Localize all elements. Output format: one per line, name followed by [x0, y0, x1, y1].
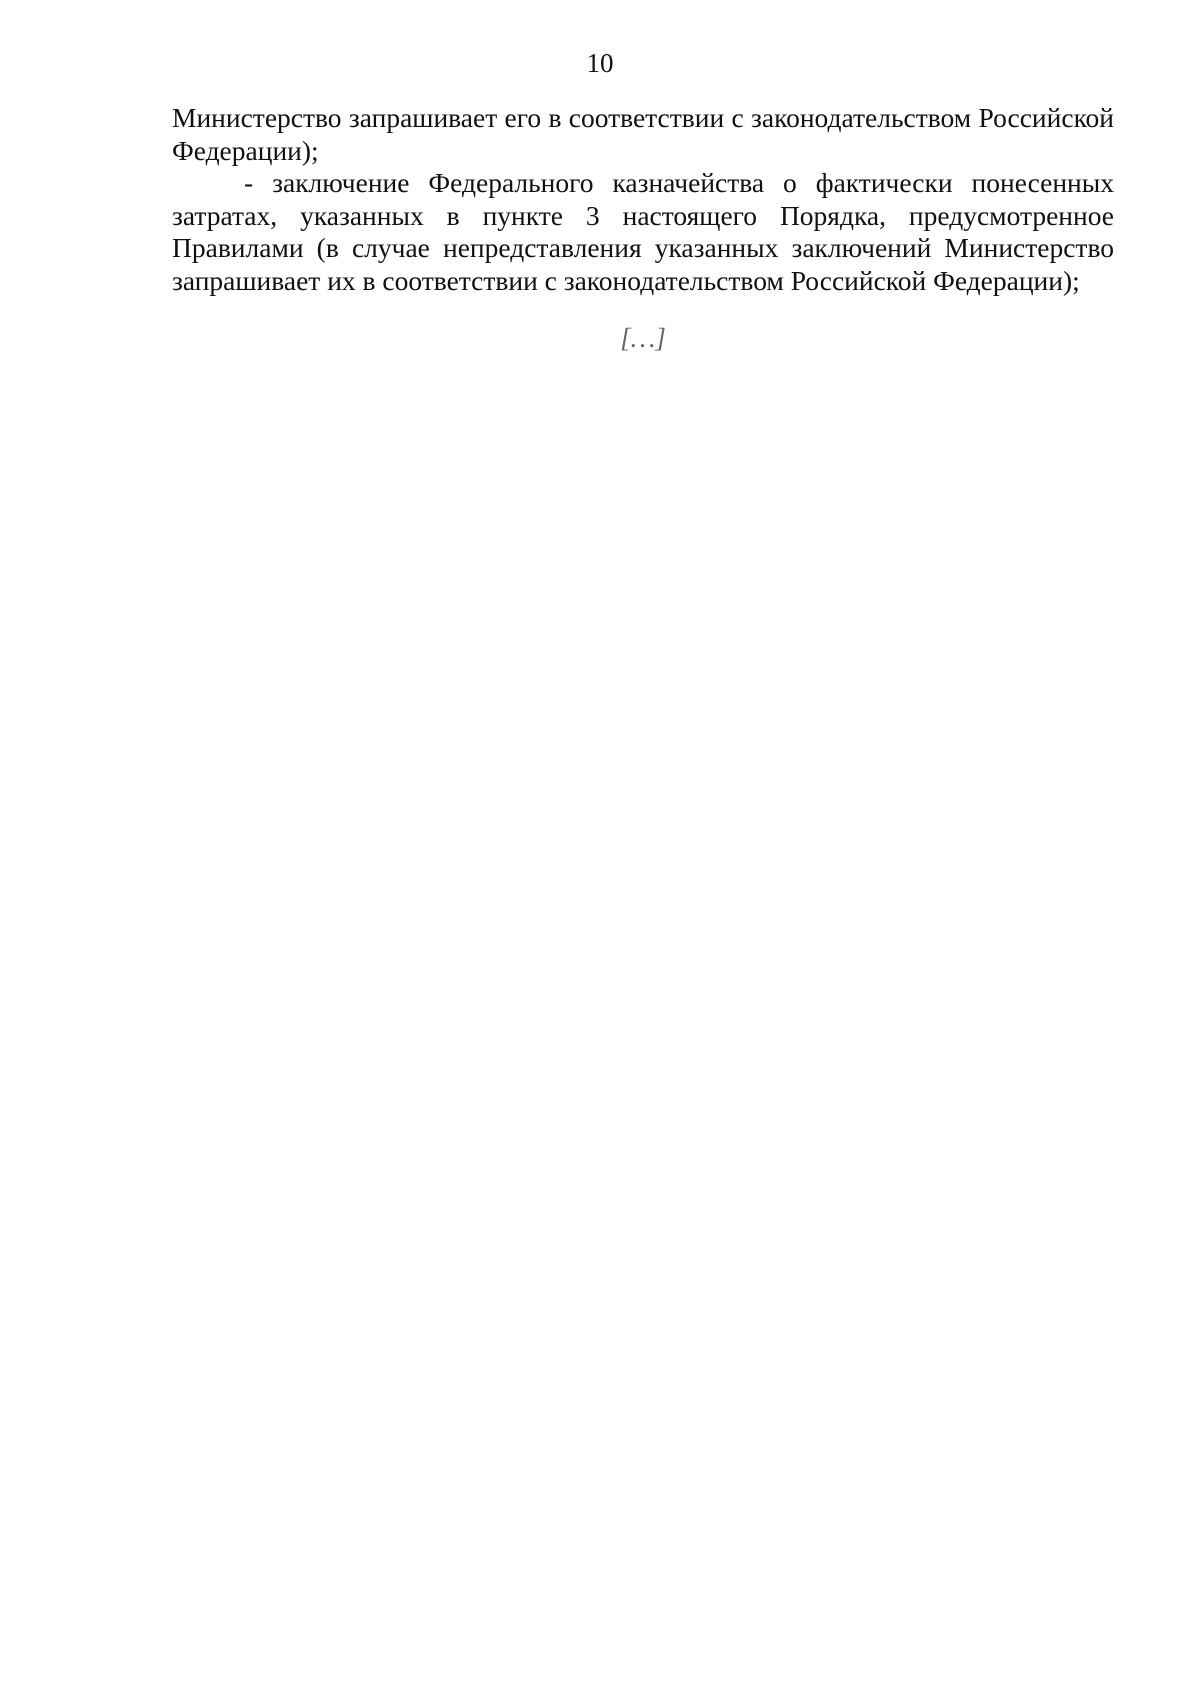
omitted-text-note: […] — [620, 321, 666, 353]
paragraph: - заключение Федерального казначейства о фактически понесенных затратах, указанных в пункте 3 настоящего Порядка, предусмотренное Правилами (в случае непредставления указанных заключений Министерство запрашивает их в соответствии с законодательством Российской Федерации); — [172, 167, 1114, 296]
paragraph-continuation: Министерство запрашивает его в соответствии с законодательством Российской Федерации); — [172, 102, 1114, 166]
page-number: 10 — [586, 48, 614, 78]
document-body — [172, 102, 1114, 354]
